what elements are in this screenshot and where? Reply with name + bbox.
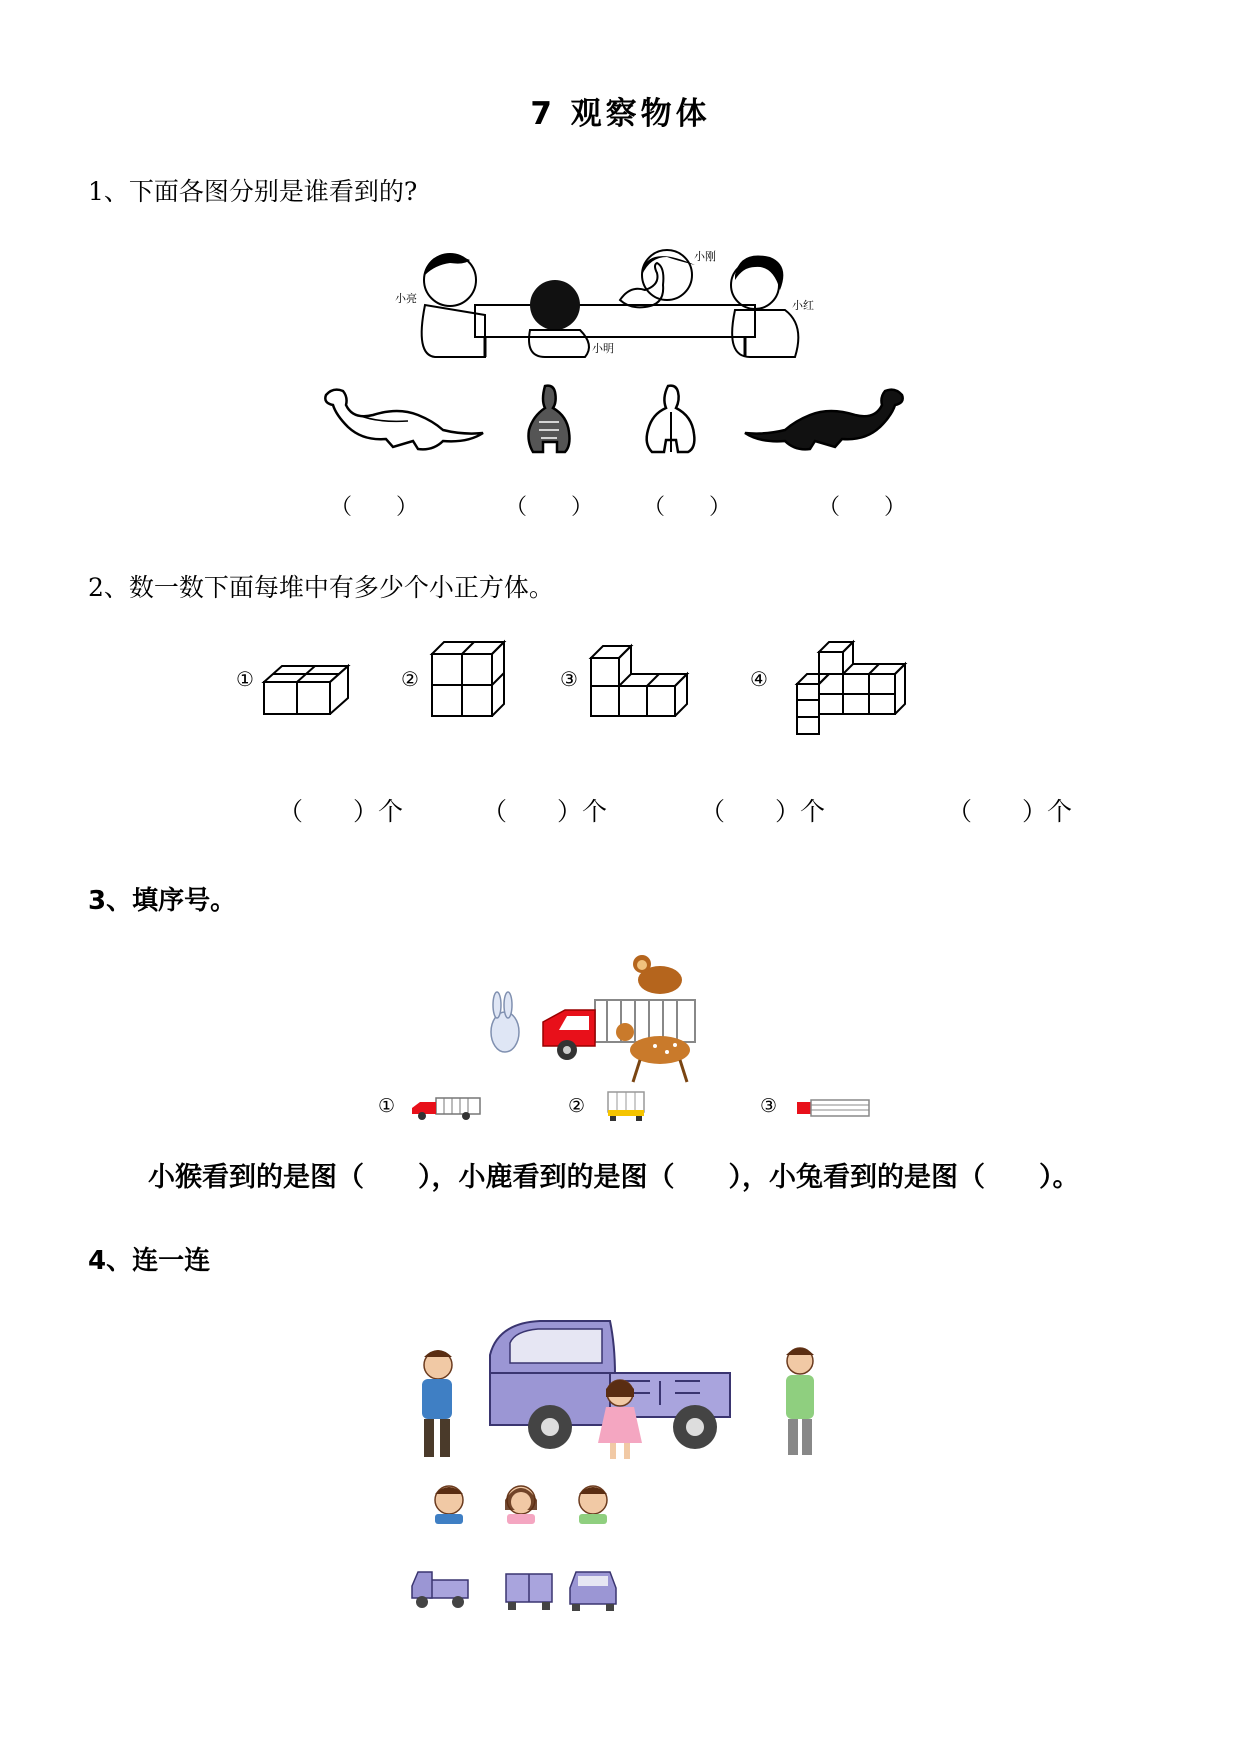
boy-face-2-icon — [579, 1486, 607, 1524]
label-xiaoming: 小明 — [592, 342, 614, 355]
truck-top-view-option — [795, 1098, 871, 1118]
face-options-row — [425, 1480, 620, 1526]
q2-blank-2[interactable]: （ ）个 — [482, 797, 608, 826]
truck-people-illustration — [410, 1315, 840, 1465]
q1-blank-4[interactable]: （ ） — [818, 495, 907, 520]
truck-animals-illustration — [475, 950, 715, 1085]
question-3-prompt: 3、填序号。 — [88, 886, 237, 916]
cube-marker-3: ③ — [560, 667, 578, 691]
dinosaur-side-right-view — [742, 385, 912, 453]
children-table-illustration — [395, 245, 835, 365]
question-2-prompt: 2、数一数下面每堆中有多少个小正方体。 — [88, 573, 554, 602]
q2-blank-3[interactable]: （ ）个 — [700, 797, 826, 826]
label-xiaohong: 小红 — [792, 299, 814, 312]
man-left-icon — [422, 1350, 452, 1457]
q3-marker-3: ③ — [760, 1095, 778, 1117]
q2-blank-1[interactable]: （ ）个 — [278, 797, 404, 826]
monkey-icon — [633, 955, 682, 994]
q1-blank-3[interactable]: （ ） — [643, 495, 732, 520]
dinosaur-side-left-view — [318, 385, 486, 453]
q3-sentence: 小猴看到的是图（ ），小鹿看到的是图（ ），小兔看到的是图（ ）。 — [148, 1162, 1080, 1193]
cube-stack-4 — [795, 640, 907, 738]
q3-marker-1: ① — [378, 1095, 396, 1117]
cube-stack-3 — [589, 644, 699, 718]
label-xiaoliang: 小亮 — [395, 292, 417, 305]
q3-marker-2: ② — [568, 1095, 586, 1117]
truck-side-small-icon — [412, 1572, 468, 1608]
q2-blank-4[interactable]: （ ）个 — [947, 797, 1073, 826]
page-title: 7 观察物体 — [530, 96, 711, 132]
q1-blank-2[interactable]: （ ） — [505, 495, 594, 520]
cube-marker-2: ② — [401, 667, 419, 691]
truck-view-options-row — [410, 1566, 625, 1612]
question-1-prompt: 1、下面各图分别是谁看到的? — [88, 177, 418, 206]
boy-face-icon — [435, 1486, 463, 1524]
truck-front-small-icon — [570, 1572, 616, 1611]
dinosaur-back-view — [638, 382, 704, 454]
cube-marker-4: ④ — [750, 667, 768, 691]
truck-back-small-icon — [506, 1574, 552, 1610]
man-right-icon — [786, 1348, 814, 1455]
truck-back-view-option — [605, 1090, 647, 1122]
cube-stack-1 — [262, 662, 350, 718]
dinosaur-front-view — [517, 382, 581, 454]
cube-marker-1: ① — [236, 667, 254, 691]
girl-face-icon — [505, 1486, 537, 1524]
label-xiaogang: 小刚 — [694, 250, 716, 263]
truck-side-view-option — [410, 1096, 482, 1120]
cube-stack-2 — [430, 640, 506, 718]
q1-blank-1[interactable]: （ ） — [330, 495, 419, 520]
rabbit-icon — [491, 992, 519, 1052]
question-4-prompt: 4、连一连 — [88, 1246, 211, 1276]
